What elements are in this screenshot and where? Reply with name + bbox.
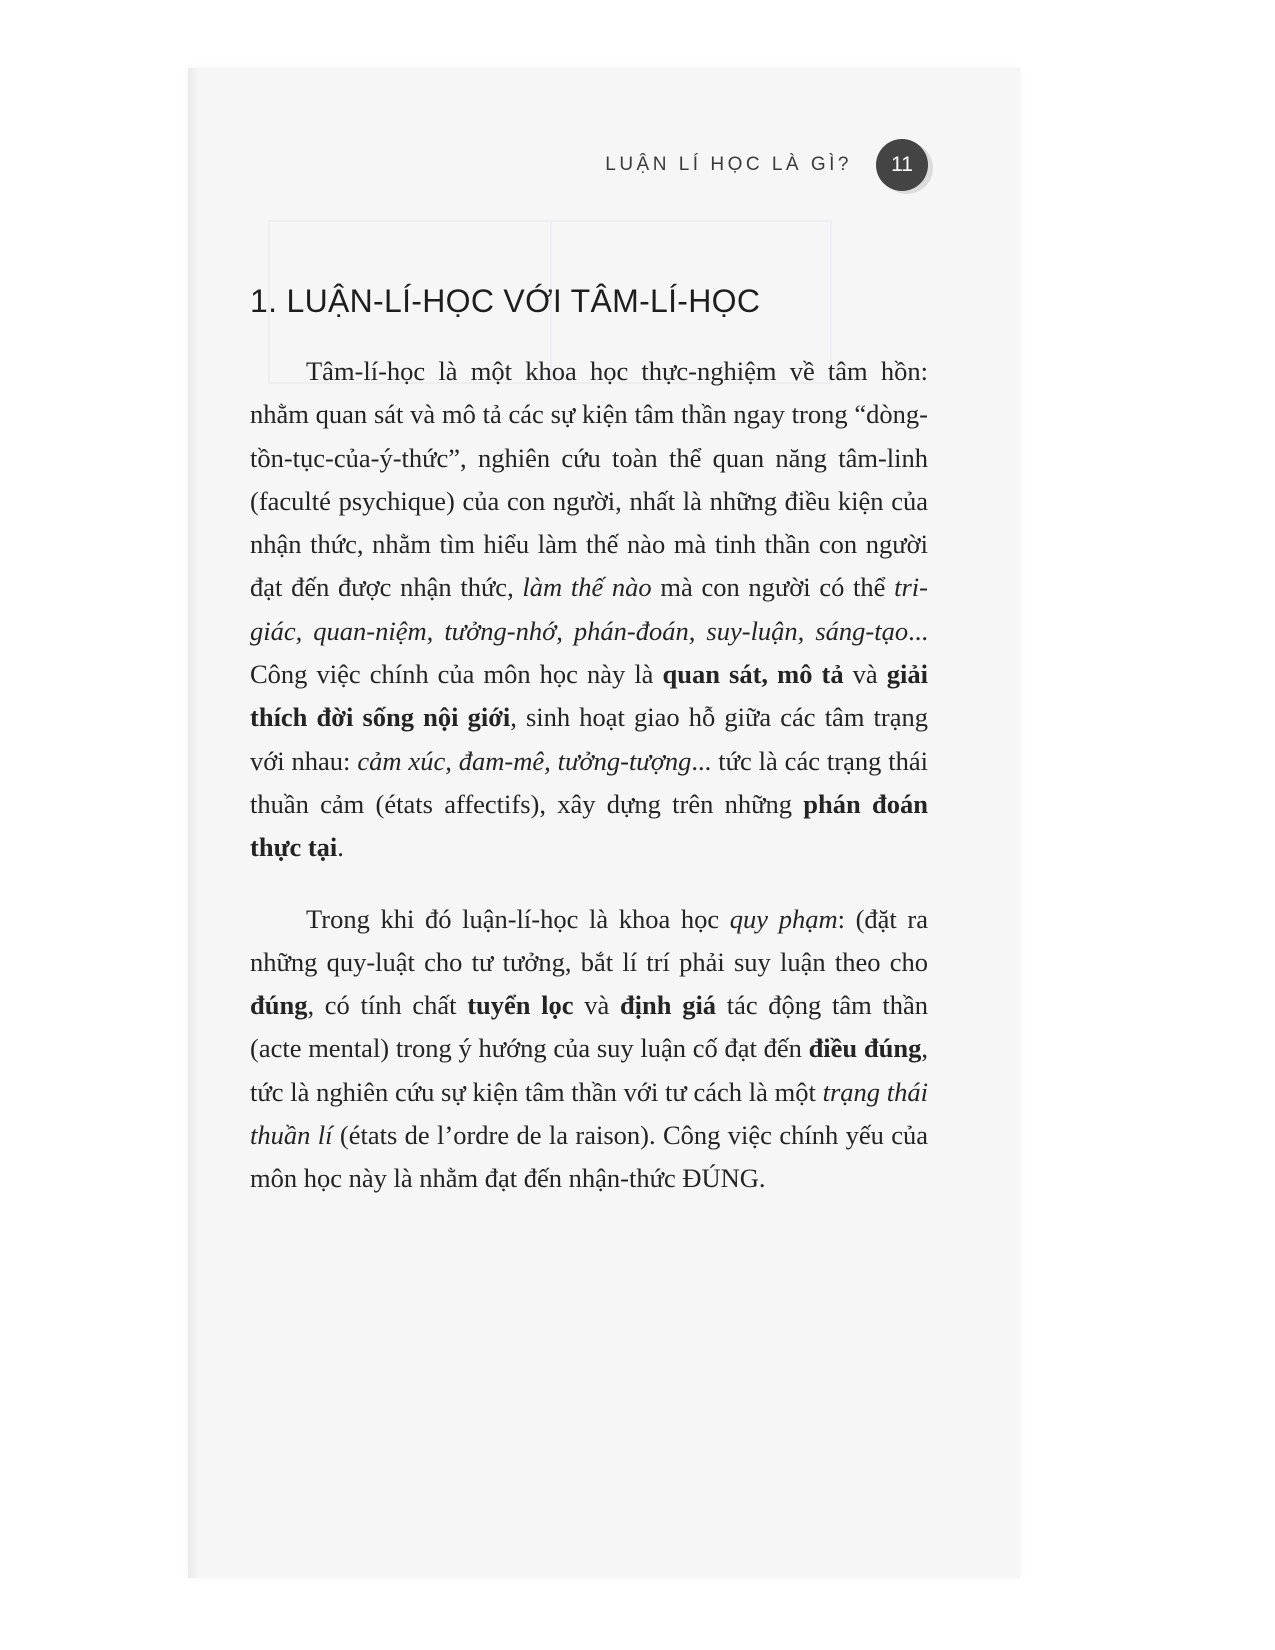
text-run: Tâm-lí-học là một khoa học thực-nghiệm về tâm hồn: nhằm quan sát và mô tả các sự kiện tâm thần ngay trong “dòng-tồn-tục-của-ý-thức”, nghiên cứu toàn thể quan năng tâm-linh (faculté psychique) của con người, nhất là những điều kiện của nhận thức, nhằm tìm hiểu làm thế nào mà tinh thần con người đạt đến được nhận thức,	[250, 356, 928, 603]
italic-run: tri-giác, quan-niệm, tưởng-nhớ, phán-đoán, suy-luận, sáng-tạo	[250, 572, 928, 646]
bold-run: giải thích đời sống nội giới	[250, 659, 928, 733]
text-run: mà con người có thể	[651, 572, 895, 603]
text-run: , sinh hoạt giao hỗ giữa các tâm trạng với nhau:	[250, 702, 928, 776]
running-title: LUẬN LÍ HỌC LÀ GÌ?	[605, 154, 852, 175]
italic-run: quy phạm	[729, 903, 838, 934]
text-run: (états de l’ordre de la raison). Công việc chính yếu của môn học này là nhằm đạt đến nhận-thức ĐÚNG.	[250, 1120, 928, 1194]
text-run: : (đặt ra những quy-luật cho tư tưởng, bắt lí trí phải suy luận theo cho	[250, 903, 929, 977]
text-run: ... tức là các trạng thái thuần cảm (états affectifs), xây dựng trên những	[250, 745, 928, 819]
italic-run: trạng thái thuần lí	[250, 1076, 928, 1151]
text-run: , có tính chất	[307, 990, 468, 1021]
paragraph-psychology	[250, 350, 928, 870]
running-header	[605, 140, 928, 190]
italic-run: làm thế nào	[522, 572, 652, 603]
bold-run: đúng	[250, 990, 308, 1021]
bold-run: phán đoán thực tại	[250, 788, 928, 863]
text-run: Trong khi đó luận-lí-học là khoa học	[306, 903, 730, 934]
bold-run: quan sát, mô tả	[662, 659, 844, 690]
bold-run: điều đúng	[808, 1033, 922, 1064]
text-run: .	[337, 832, 344, 863]
text-run: và	[573, 990, 620, 1021]
text-run: và	[843, 659, 887, 690]
body-text	[250, 350, 928, 1201]
text-run: , tức là nghiên cứu sự kiện tâm thần với tư cách là một	[250, 1033, 928, 1107]
bold-run: tuyển lọc	[467, 990, 574, 1021]
page-edge-shadow	[188, 68, 200, 1578]
page-number-badge: 11	[876, 139, 928, 191]
text-run: tác động tâm thần (acte mental) trong ý hướng của suy luận cố đạt đến	[250, 990, 929, 1064]
paragraph-logic	[250, 898, 928, 1201]
bold-run: định giá	[619, 990, 717, 1021]
text-run: ... Công việc chính của môn học này là	[250, 615, 928, 690]
book-page	[188, 68, 1020, 1578]
section-heading: 1. LUẬN-LÍ-HỌC VỚI TÂM-LÍ-HỌC	[250, 283, 761, 319]
italic-run: cảm xúc, đam-mê, tưởng-tượng	[357, 745, 692, 776]
